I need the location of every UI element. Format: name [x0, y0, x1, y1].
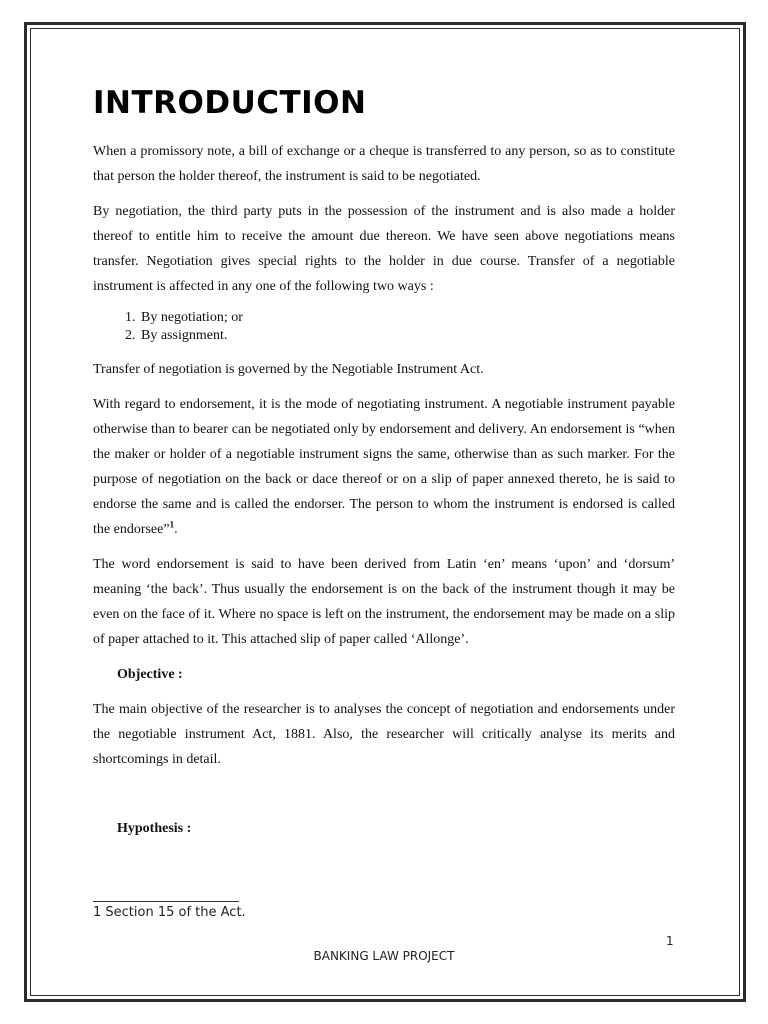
list-item: 2. By assignment. [139, 327, 675, 345]
list-item: 1. By negotiation; or [139, 309, 675, 327]
paragraph-objective: The main objective of the researcher is to analyses the concept of negotiation and endorsements under the negotiable instrument Act, 1881. Also, the researcher will critically analyse its merits and shortcomings in detail. [93, 702, 675, 767]
hypothesis-heading: Hypothesis : [117, 821, 192, 836]
transfer-methods-list [93, 309, 675, 345]
paragraph-etymology: The word endorsement is said to have been derived from Latin ‘en’ means ‘upon’ and ‘dorsum’ meaning ‘the back’. Thus usually the endorsement is on the back of the instrument though it may be even on the face of it. Where no space is left on the instrument, the endorsement may be made on a slip of paper attached to it. This attached slip of paper called ‘Allonge’. [93, 557, 675, 647]
paragraph-governance: Transfer of negotiation is governed by the Negotiable Instrument Act. [93, 362, 484, 377]
footnote-reference[interactable]: 1 [169, 519, 175, 530]
page-number: 1 [666, 934, 674, 948]
footnote-divider [93, 901, 239, 902]
paragraph-endorsement-end: . [174, 522, 178, 537]
document-body [93, 85, 675, 851]
page-footer: BANKING LAW PROJECT [313, 949, 455, 963]
objective-heading: Objective : [117, 667, 183, 682]
page-title: INTRODUCTION [93, 85, 367, 121]
footnote: 1 Section 15 of the Act. [93, 905, 246, 920]
paragraph-endorsement-text: With regard to endorsement, it is the mode of negotiating instrument. A negotiable instrument payable otherwise than to bearer can be negotiated only by endorsement and delivery. An endorsement is “when the maker or holder of a negotiable instrument signs the same, otherwise than as such marker. For the purpose of negotiation on the back or dace thereof or on a slip of paper annexed thereto, he is said to endorse the same and is called the endorser. The person to whom the instrument is endorsed is called the endorsee” [93, 397, 675, 537]
paragraph-intro: When a promissory note, a bill of exchange or a cheque is transferred to any person, so as to constitute that person the holder thereof, the instrument is said to be negotiated. [93, 144, 675, 184]
paragraph-negotiation: By negotiation, the third party puts in the possession of the instrument and is also made a holder thereof to entitle him to receive the amount due thereon. We have seen above negotiations means transfer. Negotiation gives special rights to the holder in due course. Transfer of a negotiable instrument is affected in any one of the following two ways : [93, 204, 675, 294]
paragraph-endorsement [93, 392, 675, 542]
